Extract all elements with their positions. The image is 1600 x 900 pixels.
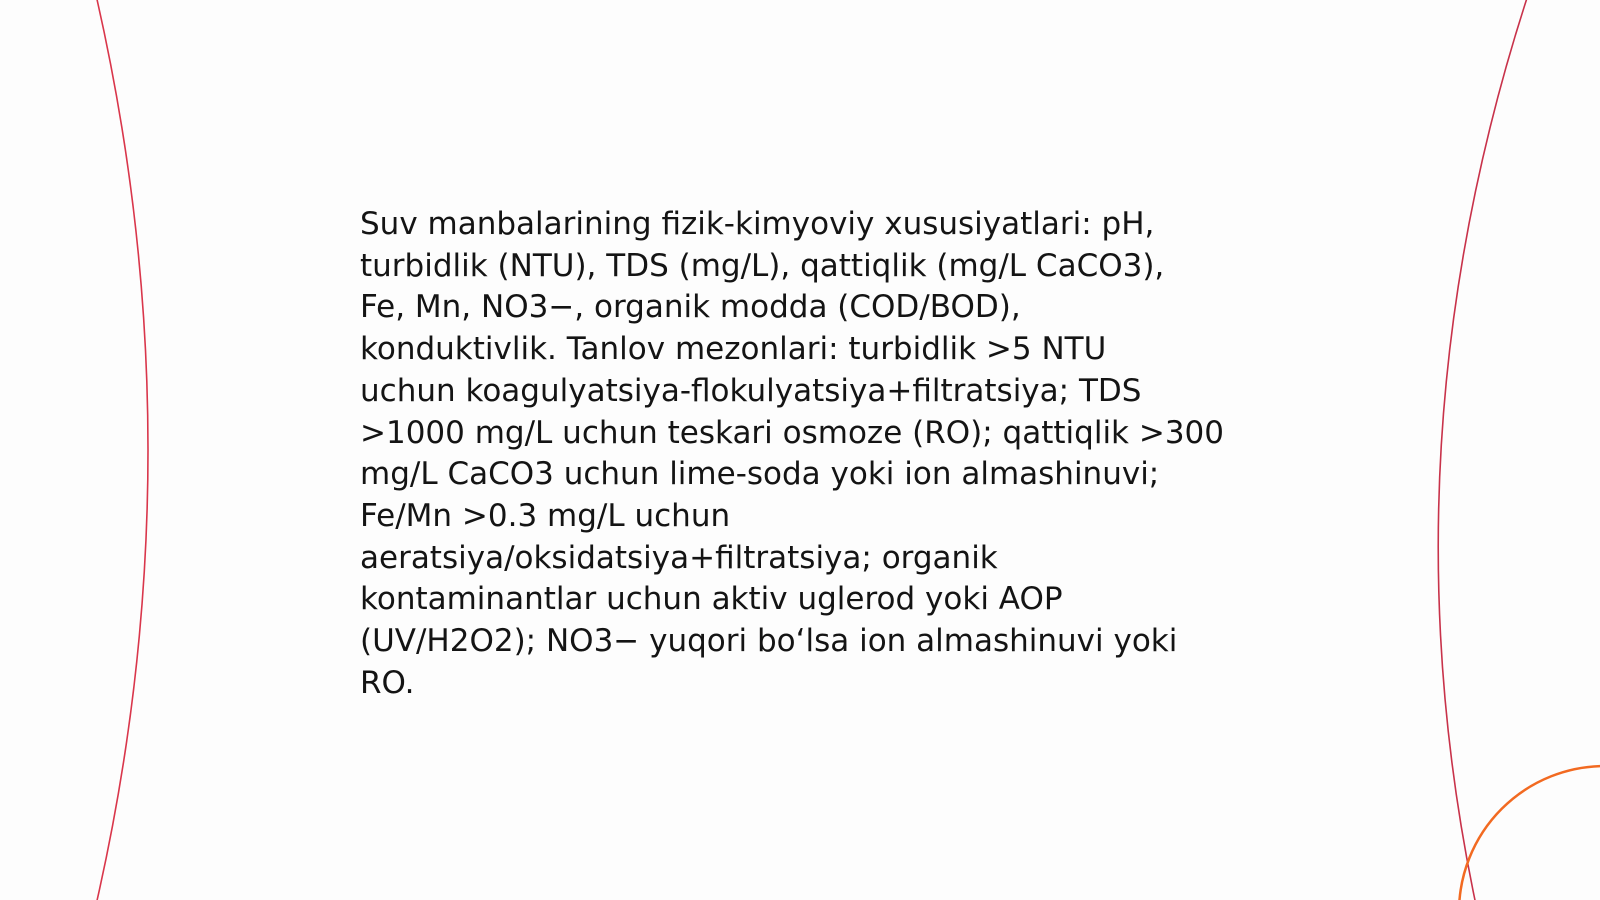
body-line-12: RO. xyxy=(360,664,415,701)
body-line-1: Suv manbalarining fizik-kimyoviy xususiyatlari: pH, xyxy=(360,206,1155,242)
right-curve-line xyxy=(1438,0,1528,900)
body-line-7: mg/L CaCO3 uchun lime-soda yoki ion almashinuvi; xyxy=(360,456,1160,493)
body-line-8: Fe/Mn >0.3 mg/L uchun xyxy=(360,497,731,534)
body-line-5: uchun koagulyatsiya-flokulyatsiya+filtratsiya; TDS xyxy=(360,372,1142,409)
body-text xyxy=(360,204,1240,704)
orange-arc xyxy=(1459,766,1600,900)
body-line-2: turbidlik (NTU), TDS (mg/L), qattiqlik (mg/L CaCO3), xyxy=(360,247,1165,284)
body-line-4: konduktivlik. Tanlov mezonlari: turbidlik >5 NTU xyxy=(360,331,1107,368)
left-curve-line xyxy=(96,0,148,900)
body-line-6: >1000 mg/L uchun teskari osmoze (RO); qattiqlik >300 xyxy=(360,414,1225,451)
body-line-11: (UV/H2O2); NO3− yuqori boʻlsa ion almashinuvi yoki xyxy=(360,623,1178,660)
body-line-9: aeratsiya/oksidatsiya+filtratsiya; organik xyxy=(360,539,998,576)
body-line-10: kontaminantlar uchun aktiv uglerod yoki AOP xyxy=(360,581,1063,618)
body-line-3: Fe, Mn, NO3−, organik modda (COD/BOD), xyxy=(360,289,1021,326)
